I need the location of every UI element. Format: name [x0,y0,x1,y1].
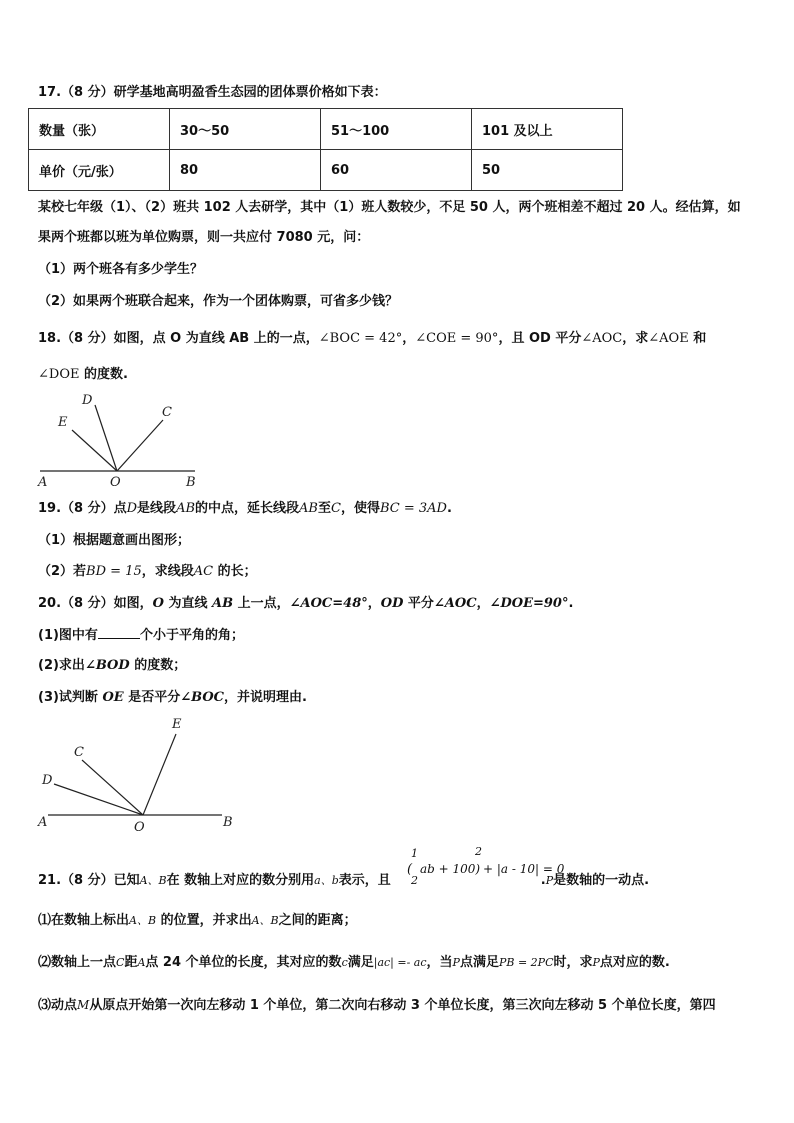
q17-subquestion-1: （1）两个班各有多少学生？ [38,262,204,277]
ray-oe: OE [102,690,124,705]
q21-subquestion-1 [38,912,357,930]
text: 是线段 [137,501,177,516]
q20-subquestion-3 [38,689,307,707]
angle-aoc: ∠AOC=48° [289,596,368,611]
table-cell: 51～100 [321,109,472,150]
label-d: D [82,393,93,408]
label-b: B [186,475,196,490]
label-o: O [110,475,121,490]
q17-subquestion-2: （2）如果两个班联合起来，作为一个团体购票，可省多少钱？ [38,294,399,309]
label-o: O [134,820,145,834]
q17-body-line1: 某校七年级（1）、（2）班共 102 人去研学，其中（1）班人数较少，不足 50 人，两个班相差不超过 20 人。经估算，如 [38,200,741,215]
angle-bod: ∠BOD [84,658,130,673]
angle-boc: ∠BOC [180,690,225,705]
q19-line1 [38,500,452,518]
text: (3)试判断 [38,690,103,705]
equation-pb: PB = 2PC [498,956,554,969]
text: 18.（8 分）如图，点 O 为直线 AB 上的一点， [38,331,319,346]
text: 21.（8 分）已知 [38,873,140,888]
text: 从原点开始第一次向左移动 1 个单位，第二次向右移动 3 个单位长度，第三次向左移动 5 个单位长度，第四 [89,998,716,1013]
ray-od: OD [380,596,404,611]
angle-boc: ∠BOC = 42° [318,331,403,346]
equation-bd: BD = 15 [86,564,142,579]
angle-doe: ∠DOE [38,367,80,382]
label-a: A [38,475,48,490]
text: 个小于平角的角； [139,628,244,643]
points-ab: A、B [139,874,167,887]
text: ，当 [426,955,453,970]
table-cell: 50 [472,150,623,191]
text: 20.（8 分）如图， [38,596,153,611]
text: ， [476,596,490,611]
text: 在 数轴上对应的数分别用 [166,873,315,888]
q20-subquestion-1 [38,626,244,645]
expr-fraction-denominator: 2 [411,874,418,887]
q21-subquestion-3 [38,996,716,1015]
text: 点对应的数. [599,955,670,970]
text: . [540,873,546,888]
table-row [29,150,623,191]
ticket-price-table [28,108,623,191]
text: 的度数. [79,367,128,382]
text: 和 [688,331,707,346]
answer-blank[interactable] [98,626,140,639]
var-p: P [545,874,554,887]
label-c: C [74,745,84,760]
expr-abs: + |a - 10| = 0 [483,862,565,876]
table-cell: 80 [170,150,321,191]
text: ，使得 [340,501,380,516]
points-ab: A、B [129,914,157,927]
text: （2）若 [38,564,87,579]
ray-oc [117,420,163,471]
angle-doe: ∠DOE=90° [489,596,569,611]
text: ， [367,596,381,611]
var-d: D [126,501,138,516]
expr-fraction-numerator: 1 [411,847,418,860]
angle-coe: ∠COE = 90° [415,331,499,346]
q20-angle-figure [30,712,240,834]
text: 的中点，延长线段 [195,501,300,516]
label-e: E [58,415,68,430]
var-c: C [331,501,341,516]
table-cell: 数量（张） [29,109,170,150]
label-c: C [162,405,172,420]
text: (1)图中有 [38,628,98,643]
q17-body-line2: 果两个班都以班为单位购票，则一共应付 7080 元，问： [38,230,370,245]
table-cell: 60 [321,150,472,191]
ray-oc [82,760,143,815]
expr-square-exponent: 2 [475,845,482,858]
var-c: C [116,956,125,969]
text: 距 [124,955,138,970]
q19-subquestion-2 [38,563,257,581]
equation-ac: |ac| =- ac [373,956,427,969]
var-p: P [452,956,460,969]
text: 时，求 [553,955,593,970]
text: . [446,501,452,516]
text: 的度数； [129,658,187,673]
q21-subquestion-2 [38,954,670,972]
text: 点 24 个单位的长度，其对应的数 [145,955,342,970]
segment-ab: AB [299,501,318,516]
equation-bc: BC = 3AD [379,501,447,516]
vars-ab: a、b [314,874,339,887]
text: 是数轴的一动点. [553,873,650,888]
label-d: D [42,773,53,788]
label-b: B [223,815,233,830]
q18-line2 [38,366,128,384]
text: (2)求出 [38,658,85,673]
text: ，求 [622,331,649,346]
points-ab: A、B [251,914,279,927]
text: 之间的距离； [278,913,357,928]
label-e: E [172,717,182,732]
text: 至 [317,501,331,516]
line-ab: AB [212,596,234,611]
angle-aoc: ∠AOC [433,596,477,611]
text: 平分 [403,596,434,611]
var-p: P [592,956,600,969]
text: 点满足 [459,955,499,970]
var-c: c [341,956,348,969]
table-cell: 30～50 [170,109,321,150]
text: 上一点， [233,596,290,611]
text: ⑶动点 [38,998,78,1013]
angle-aoe: ∠AOE [648,331,689,346]
ray-oe [143,734,176,815]
text: 的长； [213,564,257,579]
q20-line1 [38,595,573,613]
ray-od [54,784,143,815]
text: 表示，且 [338,873,391,888]
q19-subquestion-1: （1）根据题意画出图形； [38,533,191,548]
q18-angle-figure [30,388,210,490]
text: 的位置，并求出 [156,913,252,928]
q20-subquestion-2 [38,657,186,675]
text: ，且 OD 平分 [498,331,582,346]
segment-ab: AB [176,501,196,516]
text: 为直线 [163,596,212,611]
angle-aoc: ∠AOC [581,331,623,346]
text: ，求线段 [141,564,194,579]
var-m: M [77,998,90,1012]
text: ⑴在数轴上标出 [38,913,130,928]
q18-line1 [38,330,706,348]
text: . [568,596,574,611]
var-o: O [152,596,164,611]
text: ，并说明理由. [224,690,307,705]
expr-main: ab + 100) [420,862,481,876]
segment-ac: AC [193,564,214,579]
table-row [29,109,623,150]
expr-paren: ( [407,862,413,877]
var-a: A [137,956,146,969]
text: ， [402,331,416,346]
text: 满足 [347,955,374,970]
table-cell: 101 及以上 [472,109,623,150]
q17-heading: 17.（8 分）研学基地高明盈香生态园的团体票价格如下表： [38,85,387,100]
label-a: A [38,815,48,830]
text: ⑵数轴上一点 [38,955,117,970]
text: 19.（8 分）点 [38,501,127,516]
text: 是否平分 [123,690,181,705]
table-cell: 单价（元/张） [29,150,170,191]
